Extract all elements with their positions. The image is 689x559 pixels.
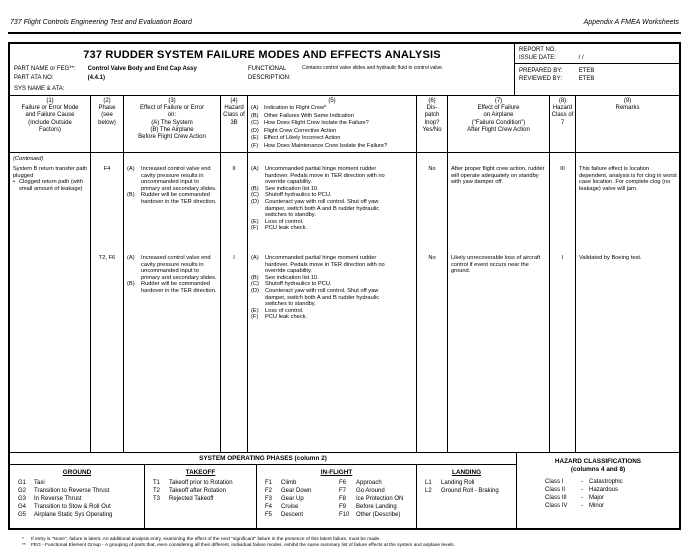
entry1-remarks: This failure effect is location dependent, analysis is for clog in worst case location. For complete clog (no leakage) valve will jam.	[579, 166, 677, 192]
report-box-top	[515, 44, 679, 64]
entry2-hazard-class-3b: I	[233, 255, 235, 261]
reviewed-by-label: REVIEWED BY:	[519, 76, 563, 82]
phases-header: SYSTEM OPERATING PHASES (column 2)	[10, 453, 516, 465]
entry1-effects: (A) Increased control valve end cavity pressure results in uncommanded input to primary and secondary slides. (B) Rudder will be commanded hardover in the TER direction.	[127, 166, 217, 205]
col-header-9: (9) Remarks	[615, 98, 640, 112]
hazard-subtitle: (columns 4 and 8)	[570, 465, 626, 473]
entry2-effects: (A) Increased control valve end cavity pressure results in uncommanded input to primary and secondary slides. (B) Rudder will be commanded hardover in the TER direction.	[127, 255, 217, 294]
footnote-2: ** FEG - Functional Element Group - A grouping of parts that, even considering all their different, individual failure modes, exhibit the same summary list of failure effects at the system and airplane levels.	[22, 543, 456, 548]
page-header-right: Appendix A FMEA Worksheets	[583, 19, 679, 26]
body-col-phase	[91, 153, 124, 452]
worksheet-title: 737 RUDDER SYSTEM FAILURE MODES AND EFFECTS ANALYSIS	[83, 49, 441, 61]
entry1-hazard-class-3b: II	[232, 166, 236, 172]
entry1-hazard-class-7: III	[560, 166, 565, 172]
col-header-6: (6) Dis- patch Inop? Yes/No	[417, 96, 448, 152]
hazard-title: HAZARD CLASSIFICATIONS	[554, 458, 642, 465]
col-header-7: (7) Effect of Failure on Airplane ("Failure Condition") After Flight Crew Action	[448, 96, 550, 152]
sys-name-label: SYS NAME & ATA:	[14, 86, 65, 92]
entry1-phase: F4	[103, 166, 111, 172]
entry2-hazard-class-7: I	[561, 255, 564, 261]
entry2-indications: (A) Uncommanded partial hinge moment rudder hardover. Pedals move in TER direction with no override capability. (B) See indication list 10. (C) Shutoff hydraulics to PCU. (D) Counteract yaw with roll control. Shut off yaw damper, switch both A and B rudder hydraulic switches to standby. (E) Loss of control. (F) PCU leak check.	[251, 255, 385, 321]
page-header-left: 737 Flight Controls Engineering Test and Evaluation Board	[10, 19, 192, 26]
entry2-remarks: Validated by Boeing test.	[579, 255, 642, 261]
entry1-failure-mode: System B return transfer path plugged	[13, 166, 88, 179]
part-name-value: Control Valve Body and End Cap Assy	[87, 66, 197, 72]
title-row	[10, 44, 679, 96]
col-header-1: (1) Failure or Error Mode and Failure Cause (Include Outside Factors)	[10, 96, 91, 152]
bottom-section	[10, 453, 679, 528]
col-header-5: (5) (A) Indication to Flight Crew* (B) Other Failures With Same Indication (C) How Does Flight Crew Isolate the Failure? (D) Flight Crew Corrective Action (E) Effect of Likely Incorrect Action (F) How Does Maintenance Crew Isolate the Failure?	[248, 96, 417, 152]
phases-inflight: IN-FLIGHT F1 Climb F2 Gear Down F3 Gear Up F4 Cruise F5 Descent F6 Approach F7 Go Around F8 Ice Protection ON F9 Before Landing F10 Other (Describe)	[257, 465, 417, 528]
part-ata-value: (4.4.1)	[87, 75, 106, 81]
report-box	[515, 44, 679, 95]
col-header-4: (4) Hazard Class of 3B	[221, 96, 248, 152]
part-ata-label: PART ATA NO:	[14, 75, 54, 81]
title-block	[10, 44, 515, 95]
entry1-failure-cause: • Clogged return path (with small amount of leakage)	[13, 179, 83, 192]
functional-label-1: FUNCTIONAL	[248, 66, 287, 72]
entry2-effect-after-action: Likely unrecoverable loss of aircraft control if event occurs near the ground.	[451, 255, 541, 275]
col-header-3: (3) Effect of Failure or Error on: (A) The System (B) The Airplane Before Flight Crew Action	[124, 96, 221, 152]
entry1-indications: (A) Uncommanded partial hinge moment rudder hardover. Pedals move in TER direction with no override capability. (B) See indication list 10. (C) Shutoff hydraulics to PCU. (D) Counteract yaw with roll control. Shut off yaw damper, switch both A and B rudder hydraulic switches to standby. (E) Loss of control. (F) PCU leak check.	[251, 166, 385, 232]
functional-description-value: Contains control valve slides and hydraulic fluid in control valve.	[302, 65, 444, 71]
report-no-label: REPORT NO.	[519, 47, 557, 53]
col-header-8: (8) Hazard Class of 7	[550, 96, 576, 152]
phases-takeoff: TAKEOFF T1 Takeoff prior to Rotation T2 Takeoff after Rotation T3 Rejected Takeoff	[145, 465, 257, 528]
operating-phases-panel	[10, 453, 517, 528]
hazard-classifications-panel: HAZARD CLASSIFICATIONS (columns 4 and 8) Class I - Catastrophic Class II - Hazardous Class III - Major Class IV - Minor	[517, 453, 679, 528]
continued-note: (Continued)	[13, 156, 44, 162]
body-col-effects	[124, 153, 221, 452]
body-col-dispatch	[417, 153, 448, 452]
fmea-worksheet-table	[8, 42, 681, 530]
entry2-phase: T2, F6	[98, 255, 116, 261]
functional-label-2: DESCRIPTION:	[248, 75, 291, 81]
entry1-effect-after-action: After proper flight crew action, rudder will operate adequately on standby with yaw damper off.	[451, 166, 545, 186]
part-name-line	[14, 66, 197, 73]
sys-name-line	[14, 86, 64, 93]
header-rule	[8, 32, 681, 34]
body-col-hazard-7	[550, 153, 576, 452]
phases-landing: LANDING L1 Landing Roll L2 Ground Roll - Braking	[425, 469, 499, 494]
issue-date-label: ISSUE DATE:	[519, 55, 556, 61]
col-header-2: (2) Phase (see below)	[91, 96, 124, 152]
body-col-failure-mode	[10, 153, 91, 452]
worksheet-body	[10, 153, 679, 453]
prepared-by-label: PREPARED BY:	[519, 68, 563, 74]
body-col-indications	[248, 153, 417, 452]
report-box-bottom	[515, 64, 679, 95]
phases-ground: GROUND G1 Taxi G2 Transition to Reverse Thrust G3 In Reverse Thrust G4 Transition to Stow & Roll Out G5 Airplane Static Sys Operating	[10, 465, 145, 528]
prepared-by-value: ETEB	[578, 68, 595, 74]
reviewed-by-value: ETEB	[578, 76, 595, 82]
footnote-1: * If entry is "None", failure is latent. An additional analysis entry, examining the effect of the next "significant" failure in the presence of this latent failure, must be made.	[22, 537, 381, 542]
entry1-dispatch-inop: No	[428, 166, 436, 172]
body-col-remarks	[576, 153, 679, 452]
body-col-effect-after-action	[448, 153, 550, 452]
body-col-hazard-3b	[221, 153, 248, 452]
part-ata-line	[14, 75, 105, 82]
part-name-label: PART NAME or FEG**:	[14, 66, 76, 72]
column-header-row	[10, 96, 679, 153]
footnotes	[22, 537, 682, 549]
issue-date-value: / /	[578, 55, 584, 61]
entry2-dispatch-inop: No	[428, 255, 436, 261]
